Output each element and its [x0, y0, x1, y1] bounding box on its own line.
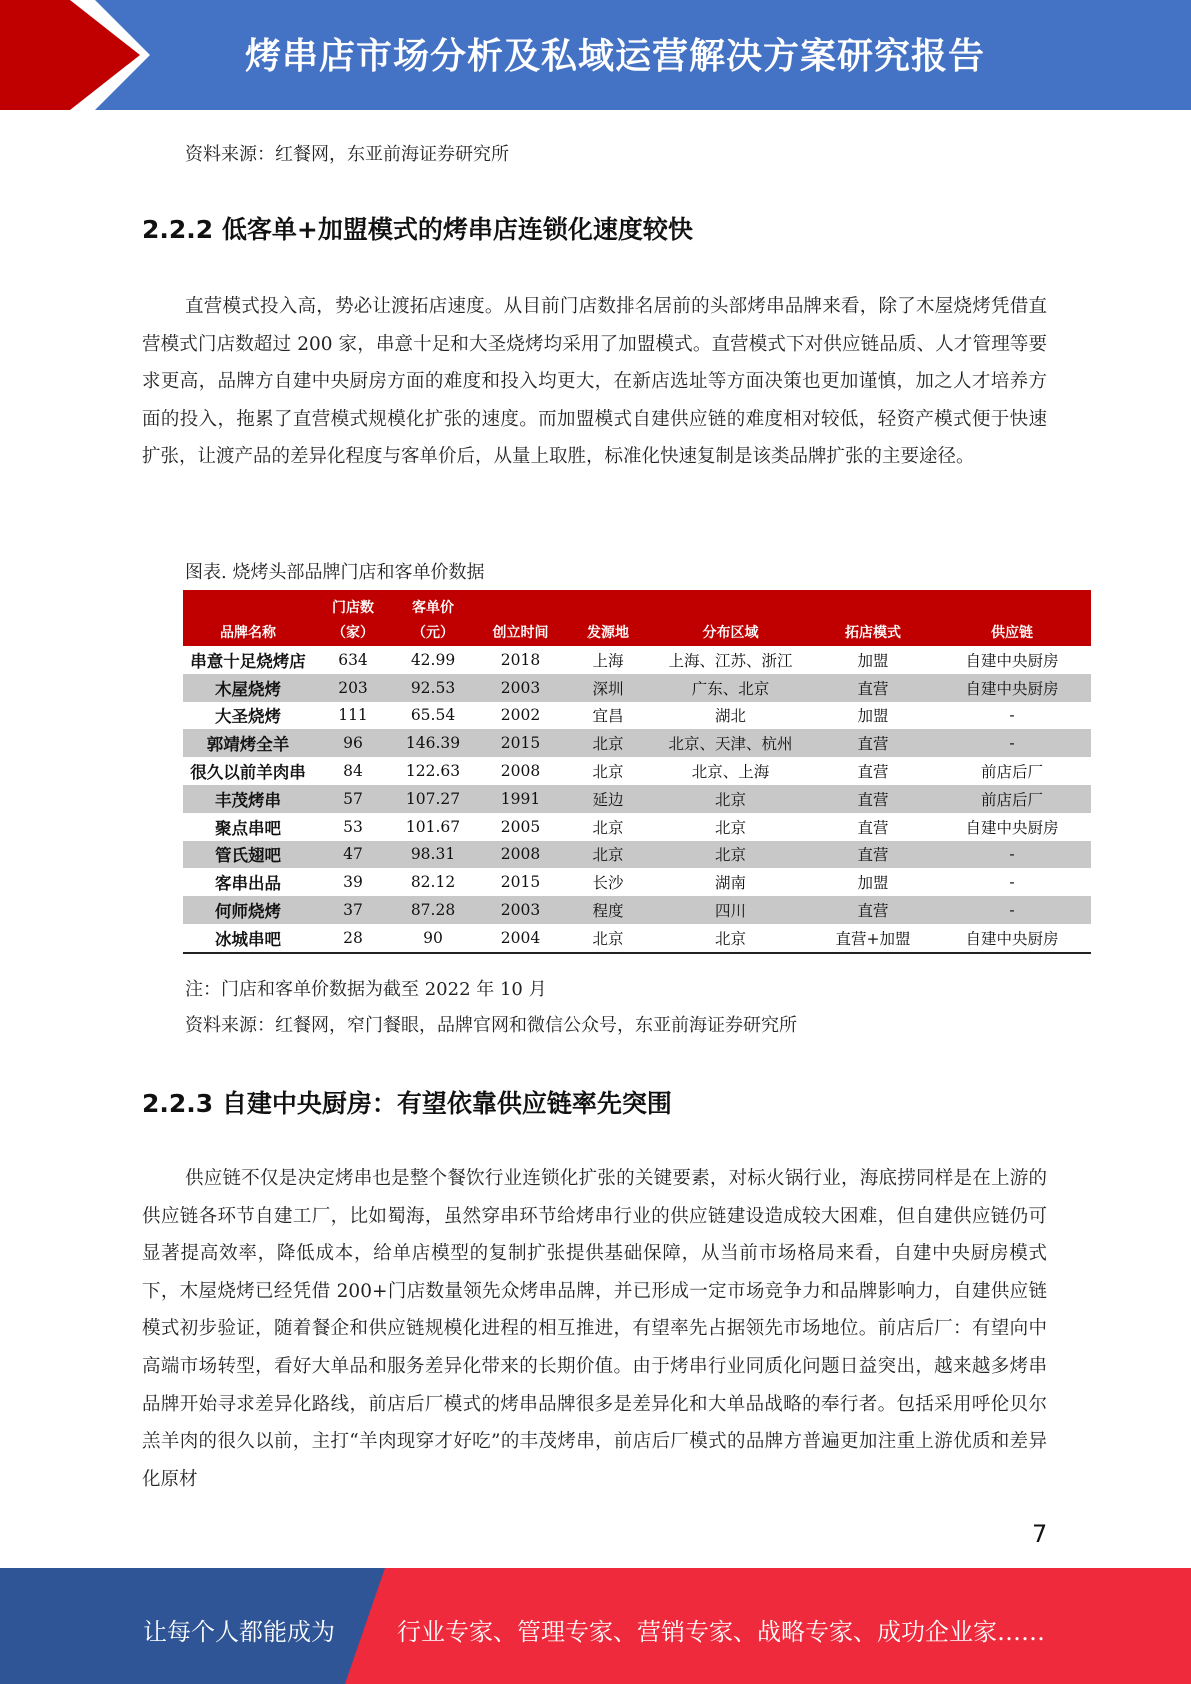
table-cell: 直营: [857, 818, 889, 837]
header-line-2: 分布区域: [702, 625, 759, 641]
table-cell: 2008: [473, 841, 568, 869]
table-cell: 北京、天津、杭州: [648, 729, 813, 757]
table-cell: 90: [393, 924, 473, 953]
table-header-cell: [933, 590, 1091, 646]
table-cell: 北京: [568, 841, 648, 869]
table-cell: -: [933, 729, 1091, 757]
table-cell: 自建中央厨房: [933, 674, 1091, 702]
table-cell: 37: [313, 896, 393, 924]
table-cell: 47: [313, 841, 393, 869]
brand-name-cell: 丰茂烤串: [183, 785, 313, 813]
table-header-cell: [313, 590, 393, 646]
table-row: [183, 729, 1091, 757]
page-number: 7: [1032, 1520, 1048, 1548]
table-cell: 107.27: [393, 785, 473, 813]
table-cell: 57: [313, 785, 393, 813]
table-cell: 1991: [473, 785, 568, 813]
table-cell: 前店后厂: [980, 763, 1043, 782]
table-cell: 宜昌: [592, 707, 624, 726]
table-cell: 2005: [500, 817, 541, 836]
header-line-1: [473, 596, 568, 621]
table-cell: 加盟: [857, 707, 889, 726]
table-cell: 北京: [714, 818, 746, 837]
table-header-row: [183, 590, 1091, 646]
section-heading-2-2-2: 2.2.2 低客单+加盟模式的烤串店连锁化速度较快: [142, 215, 693, 244]
table-cell: 2008: [500, 762, 541, 781]
table-cell: 2003: [473, 896, 568, 924]
table-cell: 广东、北京: [648, 674, 813, 702]
header-line-1: [568, 596, 648, 621]
table-header-cell: [473, 590, 568, 646]
table-header-cell: [568, 590, 648, 646]
table-cell: 程度: [568, 896, 648, 924]
figure-caption: 图表. 烧烤头部品牌门店和客单价数据: [185, 562, 485, 583]
table-cell: 湖南: [714, 874, 746, 893]
table-cell: 直营: [813, 841, 933, 869]
table-cell: 2018: [500, 650, 541, 669]
table-row: [183, 896, 1091, 924]
table-cell: 北京: [568, 924, 648, 953]
brand-data-table: [183, 590, 1091, 954]
table-cell: 北京: [592, 763, 624, 782]
table-cell: 北京: [648, 841, 813, 869]
header-line-1: [183, 596, 313, 621]
header-line-2: （元）: [412, 625, 454, 641]
page-header: [0, 0, 1191, 110]
header-line-2: 拓店模式: [845, 625, 901, 641]
table-cell: 上海: [592, 651, 624, 670]
table-header-cell: [813, 590, 933, 646]
header-line-1: [648, 596, 813, 621]
brand-name-cell: 客串出品: [215, 874, 281, 894]
brand-name-cell: 很久以前羊肉串: [190, 763, 306, 783]
footer-slogan-left: 让每个人都能成为: [143, 1618, 335, 1646]
header-line-2: 创立时间: [492, 625, 549, 641]
table-row: [183, 841, 1091, 869]
brand-name-cell: 何师烧烤: [183, 896, 313, 924]
table-cell: 北京: [592, 818, 624, 837]
table-cell: 直营: [813, 674, 933, 702]
table-cell: 2003: [473, 674, 568, 702]
brand-name-cell: 聚点串吧: [215, 818, 281, 838]
table-body: [183, 646, 1091, 953]
header-line-2: 品牌名称: [220, 625, 276, 641]
table-cell: 延边: [568, 785, 648, 813]
report-title: 烤串店市场分析及私域运营解决方案研究报告: [245, 36, 986, 77]
table-cell: 加盟: [857, 874, 889, 893]
section-heading-2-2-3: 2.2.3 自建中央厨房：有望依靠供应链率先突围: [142, 1089, 672, 1118]
table-cell: 2015: [473, 729, 568, 757]
table-source: 资料来源：红餐网，窄门餐眼，品牌官网和微信公众号，东亚前海证券研究所: [185, 1015, 797, 1036]
table-cell: 加盟: [857, 651, 889, 670]
header-line-1: [813, 596, 933, 621]
table-header-cell: [393, 590, 473, 646]
table-cell: 北京: [648, 785, 813, 813]
brand-name-cell: 大圣烧烤: [215, 707, 281, 727]
table-row: [183, 785, 1091, 813]
table-cell: 82.12: [410, 873, 456, 892]
table-cell: 87.28: [393, 896, 473, 924]
table-row: [183, 702, 1091, 730]
table-cell: 前店后厂: [933, 785, 1091, 813]
table-cell: 42.99: [410, 650, 456, 669]
table-header-cell: [183, 590, 313, 646]
table-cell: 四川: [648, 896, 813, 924]
table-row: [183, 646, 1091, 674]
header-line-1: 门店数: [332, 600, 374, 616]
section-paragraph-2-2-2: 直营模式投入高，势必让渡拓店速度。从目前门店数排名居前的头部烤串品牌来看，除了木屋烧烤凭借直营模式门店数超过 200 家，串意十足和大圣烧烤均采用了加盟模式。直营模式下对供应链品质、人才管理等要求更高，品牌方自建中央厨房方面的难度和投入均更大，在新店选址等方面决策也更加谨慎，加之人才培养方面的投入，拖累了直营模式规模化扩张的速度。而加盟模式自建供应链的难度相对较低，轻资产模式便于快速扩张，让渡产品的差异化程度与客单价后，从量上取胜，标准化快速复制是该类品牌扩张的主要途径。: [142, 296, 1047, 468]
table-cell: 深圳: [568, 674, 648, 702]
table-row: [183, 868, 1091, 896]
brand-name-cell: 管氏翅吧: [183, 841, 313, 869]
table-cell: 北京: [648, 924, 813, 953]
table-row: [183, 757, 1091, 785]
table-cell: 203: [313, 674, 393, 702]
table-cell: 53: [343, 817, 363, 836]
header-line-2: （家）: [332, 625, 374, 641]
section-paragraph-2-2-3: 供应链不仅是决定烤串也是整个餐饮行业连锁化扩张的关键要素，对标火锅行业，海底捞同样是在上游的供应链各环节自建工厂，比如蜀海，虽然穿串环节给烤串行业的供应链建设造成较大困难，但自建供应链仍可显著提高效率，降低成本，给单店模型的复制扩张提供基础保障，从当前市场格局来看，自建中央厨房模式下，木屋烧烤已经凭借 200+门店数量领先众烤串品牌，并已形成一定市场竞争力和品牌影响力，自建供应链模式初步验证，随着餐企和供应链规模化进程的相互推进，有望率先占据领先市场地位。前店后厂：有望向中高端市场转型，看好大单品和服务差异化带来的长期价值。由于烤串行业同质化问题日益突出，越来越多烤串品牌开始寻求差异化路线，前店后厂模式的烤串品牌很多是差异化和大单品战略的奉行者。包括采用呼伦贝尔羔羊肉的很久以前，主打“羊肉现穿才好吃”的丰茂烤串，前店后厂模式的品牌方普遍更加注重上游优质和差异化原材: [142, 1168, 1047, 1490]
table-cell: 101.67: [405, 817, 461, 836]
footer-slogan-right: 行业专家、管理专家、营销专家、战略专家、成功企业家……: [397, 1618, 1045, 1646]
table-cell: 92.53: [393, 674, 473, 702]
table-cell: 2004: [473, 924, 568, 953]
brand-name-cell: 串意十足烧烤店: [190, 651, 306, 671]
table-cell: 直营: [813, 785, 933, 813]
table-cell: 65.54: [410, 706, 456, 725]
header-line-1: [933, 596, 1091, 621]
table-cell: 直营: [857, 763, 889, 782]
table-cell: 湖北: [714, 707, 746, 726]
table-cell: 上海、江苏、浙江: [668, 651, 793, 670]
table-note: 注：门店和客单价数据为截至 2022 年 10 月: [185, 979, 547, 1000]
table-cell: 96: [313, 729, 393, 757]
header-line-2: 发源地: [587, 625, 629, 641]
table-cell: 北京: [568, 729, 648, 757]
source-note-top: 资料来源：红餐网，东亚前海证券研究所: [185, 144, 509, 165]
table-cell: 146.39: [393, 729, 473, 757]
brand-name-cell: 冰城串吧: [183, 924, 313, 953]
brand-name-cell: 木屋烧烤: [183, 674, 313, 702]
header-line-2: 供应链: [991, 625, 1033, 641]
table-cell: 634: [338, 650, 368, 669]
table-cell: 39: [343, 873, 363, 892]
table-cell: 直营+加盟: [813, 924, 933, 953]
table-cell: 自建中央厨房: [965, 651, 1059, 670]
table-cell: 北京、上海: [691, 763, 770, 782]
table-cell: -: [933, 896, 1091, 924]
table-cell: 84: [343, 762, 363, 781]
table-cell: 111: [338, 706, 368, 725]
table-row: [183, 674, 1091, 702]
table-cell: 98.31: [393, 841, 473, 869]
table-cell: -: [1009, 873, 1015, 892]
table-row: [183, 924, 1091, 953]
table-cell: 直营: [813, 729, 933, 757]
brand-name-cell: 郭靖烤全羊: [183, 729, 313, 757]
table-header-cell: [648, 590, 813, 646]
table-cell: -: [1009, 706, 1015, 725]
table-cell: 122.63: [405, 762, 461, 781]
table-row: [183, 813, 1091, 841]
header-line-1: 客单价: [412, 600, 454, 616]
table-cell: 自建中央厨房: [965, 818, 1059, 837]
table-cell: 2015: [500, 873, 541, 892]
table-cell: 自建中央厨房: [933, 924, 1091, 953]
table-cell: 2002: [500, 706, 541, 725]
table-cell: -: [933, 841, 1091, 869]
table-cell: 长沙: [592, 874, 624, 893]
table-cell: 28: [313, 924, 393, 953]
table-cell: 直营: [813, 896, 933, 924]
